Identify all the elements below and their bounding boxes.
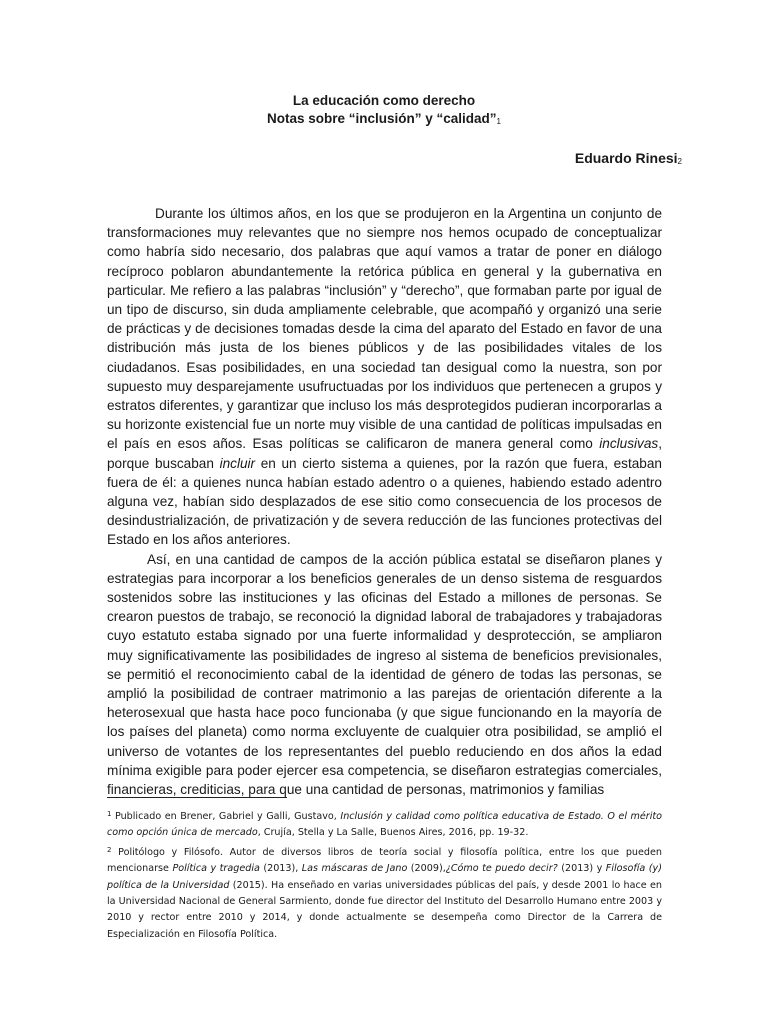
fn1-text-b: , Crujía, Stella y La Salle, Buenos Aires, 2016, pp. 19-32. [257,827,529,839]
footnote-ref-2[interactable]: 2 [677,157,682,166]
fn1-book-title: Inclusión y calidad como política educativa de Estado. O el mérito como opción única de mercado [107,811,663,839]
title-text: La educación como derecho [292,93,476,108]
author-name: Eduardo Rinesi [574,150,678,166]
body-text [107,204,662,799]
footnote-separator [107,797,287,798]
document-title [0,91,768,111]
footnote-ref-1[interactable]: 1 [496,117,501,126]
p1-text-b: , porque buscaban [107,436,662,471]
document-subtitle [0,109,768,132]
p1-text-c: en un cierto sistema a quienes, por la razón que fuera, estaban fuera de él: a quienes nunca habían estado adentro o a quienes, habiendo estado adentro alguna vez, habían sido desplazados de ese sitio como consecuencia de los procesos de desindustrialización, de privatización y de severa reducción de las funciones protectivas del Estado en los años anteriores. [107,455,662,548]
fn2-text-c: (2009), [407,863,446,875]
footnote-2 [107,842,662,943]
fn2-text-a: Politólogo y Filósofo. Autor de diversos libros de teoría social y filosofía política, entre los que pueden mencionarse [107,846,662,875]
p1-text-a: Durante los últimos años, en los que se produjeron en la Argentina un conjunto de transformaciones muy relevantes que no siempre nos hemos ocupado de conceptualizar como habría sido necesario, dos palabras que aquí vamos a tratar de poner en diálogo recíproco poblaron abundantemente la retórica pública en general y la gubernativa en particular. Me refiero a las palabras “inclusión” y “derecho”, que formaban parte por igual de un tipo de discurso, sin duda ampliamente celebrable, que acompañó y organizó una serie de prácticas y de decisiones tomadas desde la cima del aparato del Estado en favor de una distribución más justa de los bienes públicos y de las posibilidades vitales de los ciudadanos. Esas posibilidades, en una sociedad tan desigual como la nuestra, son por supuesto muy desparejamente usufructuadas por los individuos que pertenecen a grupos y estratos diferentes, y garantizar que incluso los más desprotegidos pudieran incorporarlas a su horizonte existencial fue un norte muy visible de una cantidad de políticas impulsadas en el país en esos años. Esas políticas se calificaron de manera general como [107,206,662,452]
footnote-1 [107,806,662,842]
footnote-1-number: 1 [107,810,112,818]
fn2-text-b: (2013), [259,863,302,875]
fn2-text-d: (2013) y [557,863,606,875]
footnotes [107,806,662,943]
author-line [575,148,682,172]
fn2-book-4: Filosofía (y) política de la Universidad [107,863,662,891]
fn1-text-a: Publicado en Brener, Gabriel y Galli, Gustavo, [111,811,341,822]
paragraph-1 [107,204,662,550]
fn2-text-e: (2015). Ha enseñado en varias universidades públicas del país, y desde 2001 lo hace en la Universidad Nacional de General Sarmiento, donde fue director del Instituto del Desarrollo Humano entre 2003 y 2010 y rector entre 2010 y 2014, y donde actualmente se desempeña como Director de la Carrera de Especialización en Filosofía Política. [107,879,663,940]
fn2-book-2: Las máscaras de Jano [301,863,408,875]
fn2-book-1: Política y tragedia [172,863,260,875]
footnote-2-number: 2 [107,845,112,854]
fn2-book-3: ¿Cómo te puedo decir? [445,863,558,875]
p1-emphasis-incluir: incluir [219,455,256,471]
subtitle-text: Notas sobre “inclusión” y “calidad” [266,111,497,126]
paragraph-2: Así, en una cantidad de campos de la acción pública estatal se diseñaron planes y estrategias para incorporar a los beneficios generales de un denso sistema de resguardos sostenidos sobre las instituciones y las oficinas del Estado a millones de personas. Se crearon puestos de trabajo, se reconoció la dignidad laboral de trabajadores y trabajadoras cuyo estatuto estaba signado por una fuerte informalidad y desprotección, se ampliaron muy significativamente las posibilidades de ingreso al sistema de beneficios previsionales, se permitió el reconocimiento cabal de la identidad de género de todas las personas, se amplió la posibilidad de contraer matrimonio a las parejas de orientación diferente a la heterosexual que hasta hace poco funcionaba (y que sigue funcionando en la mayoría de los países del planeta) como norma excluyente de cualquier otra posibilidad, se amplió el universo de votantes de los representantes del pueblo reduciendo en dos años la edad mínima exigible para poder ejercer esa competencia, se diseñaron estrategias comerciales, financieras, crediticias, para que una cantidad de personas, matrimonios y familias [107,551,662,798]
p1-emphasis-inclusivas: inclusivas [599,436,659,452]
